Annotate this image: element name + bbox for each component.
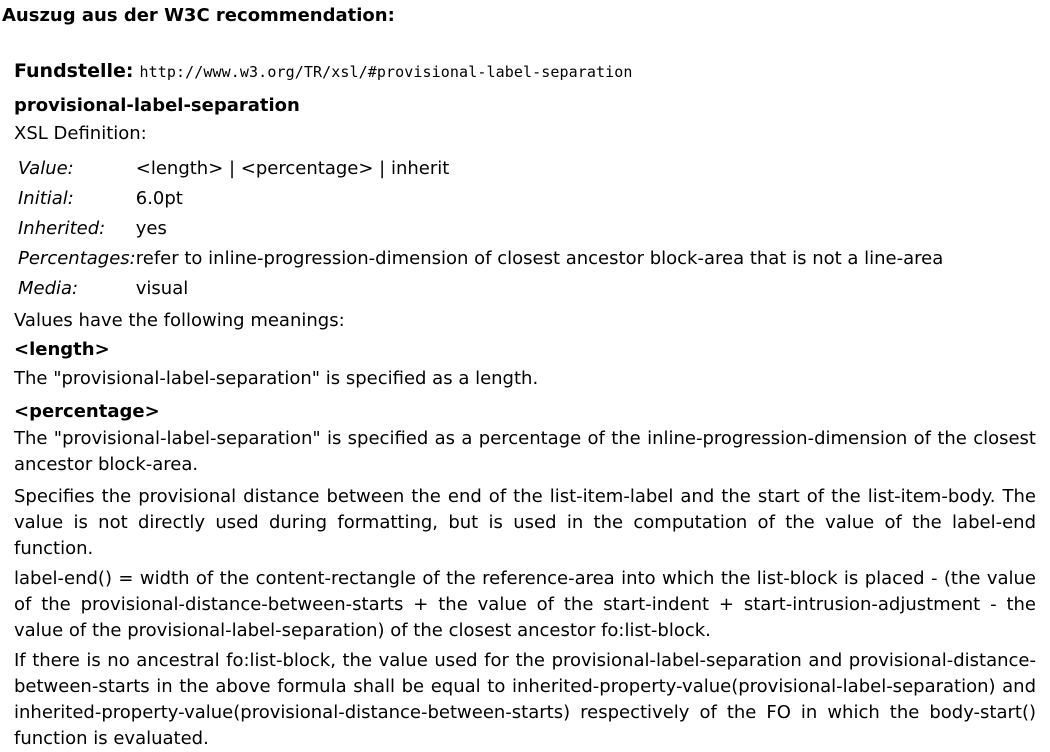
source-label: Fundstelle: <box>14 60 134 82</box>
paragraph-specification: Specifies the provisional distance between the end of the list-item-label and the start of the list-item-body. The value is not directly used during formatting, but is used in the computation of the value of the label-end function. <box>14 486 1036 559</box>
definition-key: Inherited: <box>18 218 106 239</box>
definition-row-value <box>18 154 943 184</box>
source-reference <box>14 58 1036 86</box>
section-heading: Auszug aus der W3C recommendation: <box>2 5 395 26</box>
definition-value: visual <box>135 278 189 299</box>
value-term-percentage: <percentage> <box>14 401 160 422</box>
definition-table <box>18 154 943 304</box>
definition-value: yes <box>135 218 167 239</box>
paragraph-label-end: label-end() = width of the content-rectangle of the reference-area into which the list-block is placed - (the value of the provisional-distance-between-starts + the value of the start-indent + start-intrusion-adjustment - the value of the provisional-label-separation) of the closest ancestor fo:list-block. <box>14 568 1036 641</box>
definition-value: 6.0pt <box>135 188 183 209</box>
paragraph-no-ancestor: If there is no ancestral fo:list-block, the value used for the provisional-label-separation and provisional-distance-between-starts in the above formula shall be equal to inherited-property-value(provisional-label-separation) and inherited-property-value(provisional-distance-between-starts) respectively of the FO in which the body-start() function is evaluated. <box>14 650 1036 749</box>
definition-key: Percentages: <box>18 248 136 269</box>
definition-key: Value: <box>18 158 74 179</box>
excerpt-content <box>14 58 1036 752</box>
definition-row-media <box>18 274 943 304</box>
definition-row-inherited <box>18 214 943 244</box>
definition-row-initial <box>18 184 943 214</box>
value-term-length: <length> <box>14 339 110 360</box>
value-desc-percentage: The "provisional-label-separation" is specified as a percentage of the inline-progression-dimension of the closest ancestor block-area. <box>14 428 1036 475</box>
meanings-intro: Values have the following meanings: <box>14 310 345 331</box>
definition-key: Initial: <box>18 188 74 209</box>
definition-row-percentages <box>18 244 943 274</box>
value-desc-length: The "provisional-label-separation" is specified as a length. <box>14 368 539 389</box>
definition-value: refer to inline-progression-dimension of closest ancestor block-area that is not a line-area <box>135 248 944 269</box>
source-url: http://www.w3.org/TR/xsl/#provisional-label-separation <box>139 63 633 81</box>
definition-key: Media: <box>18 278 79 299</box>
definition-value: <length> | <percentage> | inherit <box>135 158 450 179</box>
definition-label: XSL Definition: <box>14 123 147 144</box>
property-name: provisional-label-separation <box>14 95 300 116</box>
